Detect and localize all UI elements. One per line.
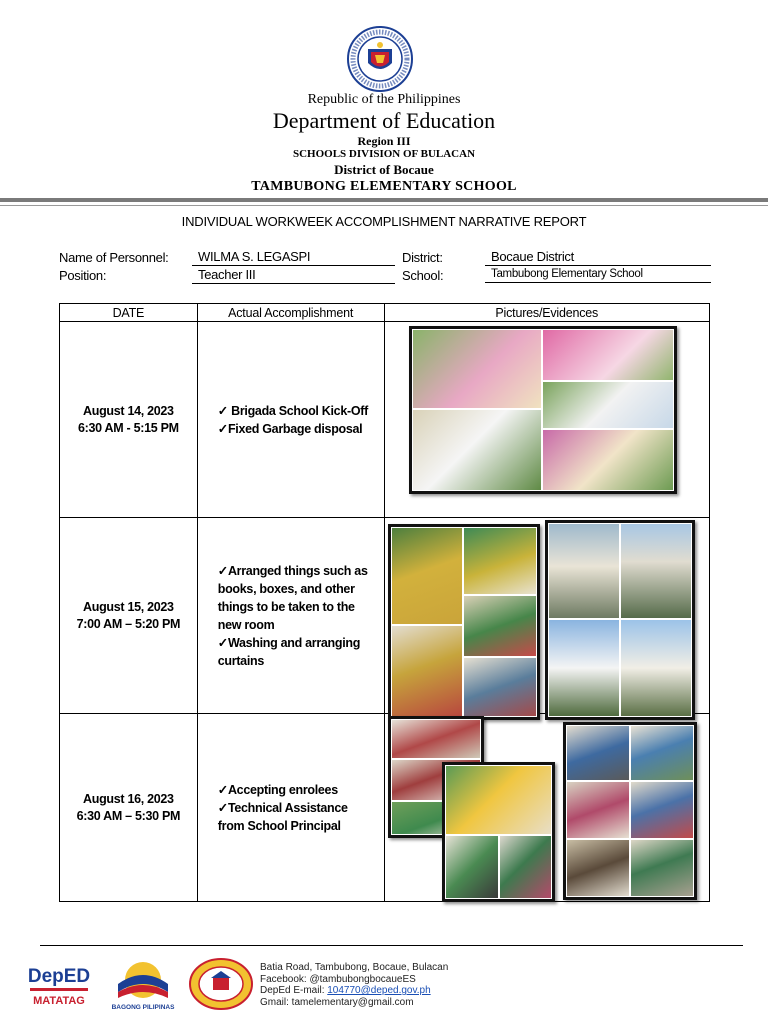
svg-text:DepED: DepED — [27, 966, 91, 987]
accomplishment-item: ✓Accepting enrolees — [217, 782, 338, 797]
position-value: Teacher III — [192, 267, 395, 284]
accomplishment-item: ✓Washing and arranging — [217, 635, 361, 650]
evidence-cell — [384, 714, 709, 902]
evidence-photo-collage — [409, 326, 677, 494]
row-time: 7:00 AM – 5:20 PM — [76, 616, 181, 631]
department-heading: Department of Education — [272, 108, 496, 133]
date-cell — [60, 322, 198, 518]
deped-email-link[interactable]: 104770@deped.gov.ph — [327, 985, 431, 996]
row-date: August 16, 2023 — [83, 791, 174, 806]
deped-matatag-logo-icon — [24, 960, 94, 1010]
report-title: INDIVIDUAL WORKWEEK ACCOMPLISHMENT NARRATIVE REPORT — [181, 214, 587, 229]
pictures-header: Pictures/Evidences — [384, 304, 709, 322]
school-heading: TAMBUBONG ELEMENTARY SCHOOL — [251, 179, 517, 194]
row-time: 6:30 AM – 5:30 PM — [76, 808, 181, 823]
accomplishment-header: Actual Accomplishment — [197, 304, 384, 322]
name-label: Name of Personnel: — [59, 250, 169, 265]
school-seal-logo-icon — [188, 958, 254, 1010]
evidence-photo-collage — [545, 520, 695, 720]
accomplishment-item: ✓ Brigada School Kick-Off — [217, 403, 368, 418]
email-label: DepEd E-mail: — [260, 985, 328, 996]
footer-divider — [40, 945, 743, 946]
evidence-photo-collage — [442, 762, 555, 902]
accomplishment-cell — [197, 714, 384, 902]
evidence-photo-collage — [388, 524, 540, 720]
evidence-cell — [384, 322, 709, 518]
date-header: DATE — [60, 304, 198, 322]
date-cell — [60, 714, 198, 902]
table-row — [60, 322, 710, 518]
svg-text:BAGONG PILIPINAS: BAGONG PILIPINAS — [111, 1004, 175, 1011]
deped-seal-icon — [345, 25, 415, 93]
table-row — [60, 518, 710, 714]
svg-text:MATATAG: MATATAG — [33, 995, 85, 1007]
school-facebook: Facebook: @tambubongbocaueES — [260, 973, 416, 985]
district-label: District: — [402, 250, 443, 265]
accomplishment-item: new room — [217, 617, 275, 632]
name-value: WILMA S. LEGASPI — [192, 249, 395, 266]
header-divider — [0, 198, 768, 202]
evidence-photo-collage — [563, 722, 697, 900]
accomplishment-item: things to be taken to the — [217, 599, 355, 614]
date-cell — [60, 518, 198, 714]
division-heading: SCHOOLS DIVISION OF BULACAN — [292, 148, 476, 160]
table-row — [60, 714, 710, 902]
accomplishment-cell — [197, 322, 384, 518]
school-address: Batia Road, Tambubong, Bocaue, Bulacan — [260, 962, 449, 973]
district-heading: District of Bocaue — [334, 162, 434, 177]
header-divider-thin — [0, 205, 768, 206]
school-contact-info — [260, 962, 448, 1008]
accomplishment-cell — [197, 518, 384, 714]
row-time: 6:30 AM - 5:15 PM — [78, 420, 179, 435]
region-heading: Region III — [357, 134, 411, 148]
accomplishment-item: ✓Fixed Garbage disposal — [217, 421, 363, 436]
accomplishment-item: ✓Arranged things such as — [217, 563, 368, 578]
accomplishment-item: books, boxes, and other — [217, 581, 355, 596]
accomplishment-item: curtains — [217, 653, 264, 668]
accomplishment-item: ✓Technical Assistance — [217, 800, 348, 815]
row-date: August 15, 2023 — [83, 599, 174, 614]
position-label: Position: — [59, 268, 107, 283]
accomplishment-table — [59, 303, 710, 902]
district-value: Bocaue District — [485, 249, 711, 266]
republic-heading: Republic of the Philippines — [307, 92, 461, 107]
row-date: August 14, 2023 — [83, 403, 174, 418]
school-deped-email — [260, 985, 448, 997]
school-gmail: Gmail: tamelementary@gmail.com — [260, 996, 414, 1008]
accomplishment-item: from School Principal — [217, 818, 341, 833]
school-value: Tambubong Elementary School — [485, 266, 711, 283]
evidence-cell — [384, 518, 709, 714]
bagong-pilipinas-logo-icon — [106, 958, 180, 1012]
school-label: School: — [402, 268, 444, 283]
